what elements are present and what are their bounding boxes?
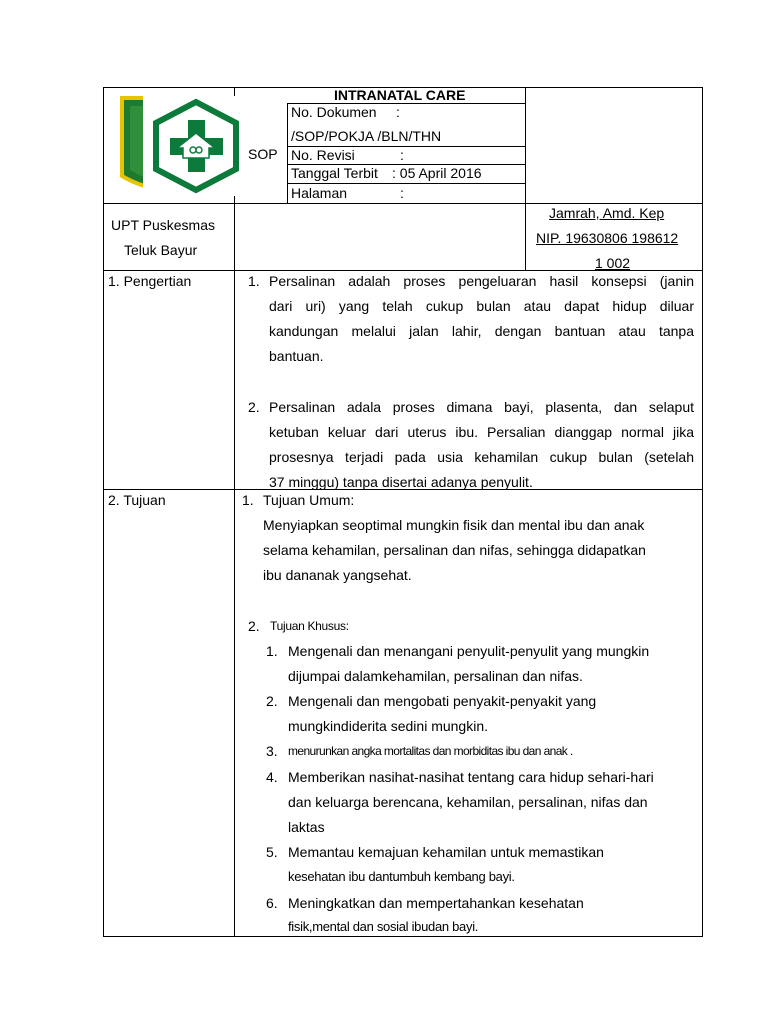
list-item-line: Mengenali dan menangani penyulit-penyulit yang mungkin [288,643,650,659]
revisi-label: No. Revisi [291,147,355,163]
signer-nip-line1: NIP. 19630806 198612 [536,230,679,246]
section-label-tujuan: 2. Tujuan [108,492,166,508]
list-item-line: 37 minggu) tanpa disertai adanya penyulit. [269,474,533,490]
list-item-line: Persalinan adalah proses pengeluaran hasil konsepsi (janin [269,273,694,289]
list-item-line: Memberikan nasihat-nasihat tentang cara hidup sehari-hari [288,769,654,785]
list-item-line: Persalinan adala proses dimana bayi, plasenta, dan selaput [269,399,694,415]
list-item-line: Meningkatkan dan mempertahankan kesehatan [288,895,584,911]
org-name-line2: Teluk Bayur [124,242,198,258]
signer-nip-line2: 1 002 [595,255,631,271]
tujuan-umum-line: selama kehamilan, persalinan dan nifas, sehingga didapatkan [263,542,646,558]
list-item-line: ketuban keluar dari uterus ibu. Persalian dianggap normal jika [269,424,694,440]
list-item-line: dan keluarga berencana, kehamilan, persalinan, nifas dan [288,794,648,810]
section-label-pengertian: 1. Pengertian [108,273,192,289]
list-item-line: mungkindiderita sedini mungkin. [288,718,488,734]
org-name-line1: UPT Puskesmas [111,217,215,233]
terbit-value: : 05 April 2016 [392,165,482,181]
list-item-number: 2. [248,399,260,415]
list-item-line: menurunkan angka mortalitas dan morbiditas ibu dan anak . [288,744,573,758]
list-item-number: 5. [266,844,278,860]
list-item-number: 2. [266,693,278,709]
list-item-line: dari uri) yang telah cukup bulan atau dapat hidup diluar [269,298,694,314]
tujuan-umum-line: ibu dananak yangsehat. [263,567,412,583]
list-item-number: 1. [266,643,278,659]
list-item-line: bantuan. [269,348,324,364]
list-item-line: Memantau kemajuan kehamilan untuk memastikan [288,844,604,860]
halaman-colon: : [400,185,404,201]
list-item-line: laktas [288,819,325,835]
list-item-number: 3. [266,743,278,759]
list-item-number: 2. [248,618,260,634]
signer-name: Jamrah, Amd. Kep [549,205,665,221]
doc-no-label: No. Dokumen [291,104,377,120]
puskesmas-logo [143,96,250,196]
list-item-line: dijumpai dalamkehamilan, persalinan dan nifas. [288,668,583,684]
doc-no-value: /SOP/POKJA /BLN/THN [291,128,442,144]
tujuan-umum-line: Menyiapkan seoptimal mungkin fisik dan mental ibu dan anak [263,517,645,533]
list-item-line: kesehatan ibu dantumbuh kembang bayi. [288,869,515,884]
list-item-line: prosesnya terjadi pada usia kehamilan cukup bulan (setelah [269,449,694,465]
tujuan-umum-title: Tujuan Umum: [263,492,355,508]
list-item-number: 4. [266,769,278,785]
list-item-line: Mengenali dan mengobati penyakit-penyakit yang [288,693,597,709]
revisi-colon: : [400,147,404,163]
list-item-number: 6. [266,895,278,911]
doc-no-colon: : [396,104,400,120]
list-item-number: 1. [248,273,260,289]
document-title: INTRANATAL CARE [334,87,466,103]
halaman-label: Halaman [291,185,348,201]
tujuan-khusus-title: Tujuan Khusus: [270,619,349,633]
list-item-number: 1. [242,492,254,508]
terbit-label: Tanggal Terbit [291,165,378,181]
sop-label: SOP [248,146,278,162]
list-item-line: fisik,mental dan sosial ibudan bayi. [288,919,479,934]
list-item-line: kandungan melalui jalan lahir, dengan bantuan atau tanpa [269,323,694,339]
